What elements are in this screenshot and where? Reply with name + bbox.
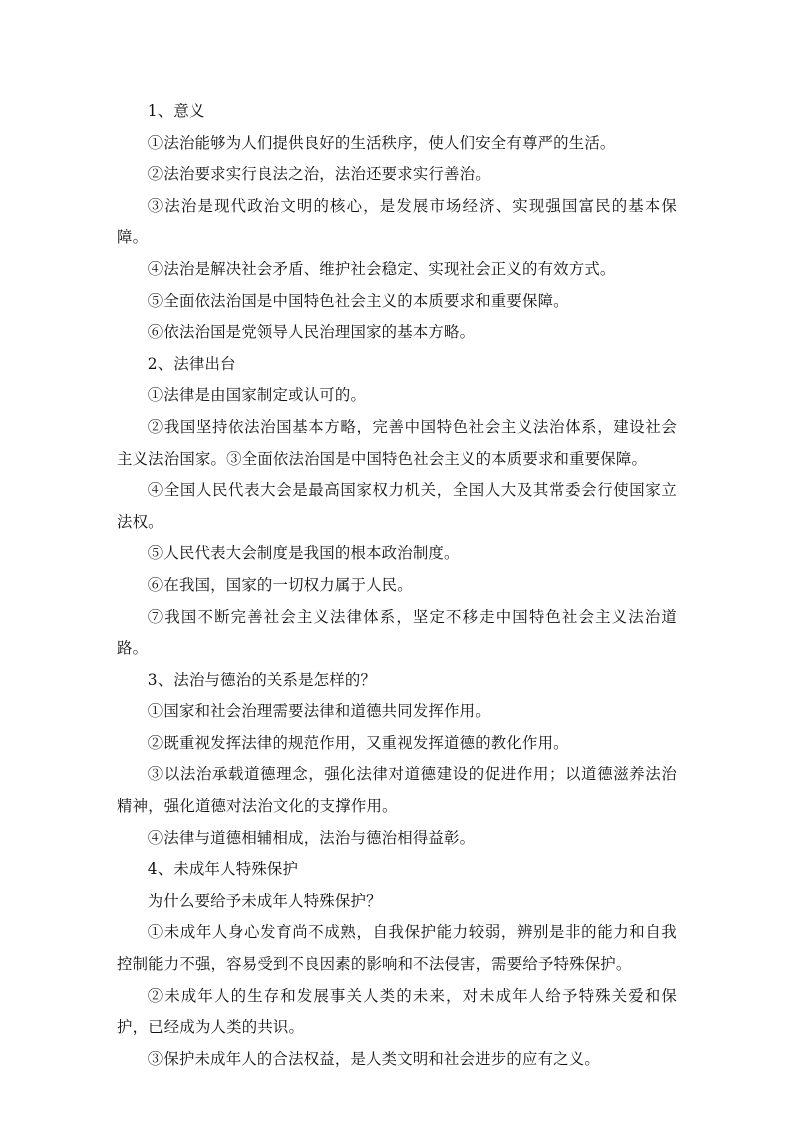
list-item: ③法治是现代政治文明的核心，是发展市场经济、实现强国富民的基本保障。 <box>117 196 677 247</box>
list-item: ④全国人民代表大会是最高国家权力机关，全国人大及其常委会行使国家立法权。 <box>117 481 677 531</box>
section-heading: 4、未成年人特殊保护 <box>147 860 299 879</box>
list-item: ②既重视发挥法律的规范作用，又重视发挥道德的教化作用。 <box>147 733 569 752</box>
list-item: ①国家和社会治理需要法律和道德共同发挥作用。 <box>147 702 491 721</box>
list-item: ③保护未成年人的合法权益，是人类文明和社会进步的应有之义。 <box>147 1049 600 1068</box>
section-heading: 1、意义 <box>147 102 205 120</box>
list-item: ②未成年人的生存和发展事关人类的未来，对未成年人给予特殊关爱和保护，已经成为人类的共识。 <box>117 986 677 1037</box>
list-item: ⑥依法治国是党领导人民治理国家的基本方略。 <box>147 323 476 342</box>
list-item: ①未成年人身心发育尚不成熟，自我保护能力较弱，辨别是非的能力和自我控制能力不强，容易受到不良因素的影响和不法侵害，需要给予特殊保护。 <box>117 923 677 974</box>
list-item: ⑤全面依法治国是中国特色社会主义的本质要求和重要保障。 <box>147 291 569 310</box>
list-item: ②法治要求实行良法之治，法治还要求实行善治。 <box>147 165 491 184</box>
list-item: ②我国坚持依法治国基本方略，完善中国特色社会主义法治体系，建设社会主义法治国家。③全面依法治国是中国特色社会主义的本质要求和重要保障。 <box>117 417 677 468</box>
list-item: ①法治能够为人们提供良好的生活秩序，使人们安全有尊严的生活。 <box>147 133 616 152</box>
section-heading: 3、法治与德治的关系是怎样的？ <box>147 670 377 689</box>
list-item: ⑥在我国，国家的一切权力属于人民。 <box>147 575 413 594</box>
list-item: ④法律与道德相辅相成，法治与德治相得益彰。 <box>147 828 476 847</box>
list-item: ④法治是解决社会矛盾、维护社会稳定、实现社会正义的有效方式。 <box>147 259 616 278</box>
list-item: ①法律是由国家制定或认可的。 <box>147 386 367 405</box>
list-item: ⑤人民代表大会制度是我国的根本政治制度。 <box>147 544 460 563</box>
document-body <box>117 96 677 1075</box>
list-item: ③以法治承载道德理念，强化法律对道德建设的促进作用；以道德滋养法治精神，强化道德对法治文化的支撑作用。 <box>117 765 677 816</box>
section-question: 为什么要给予未成年人特殊保护？ <box>147 891 382 910</box>
section-heading: 2、法律出台 <box>147 354 236 373</box>
list-item: ⑦我国不断完善社会主义法律体系，坚定不移走中国特色社会主义法治道路。 <box>117 607 677 658</box>
